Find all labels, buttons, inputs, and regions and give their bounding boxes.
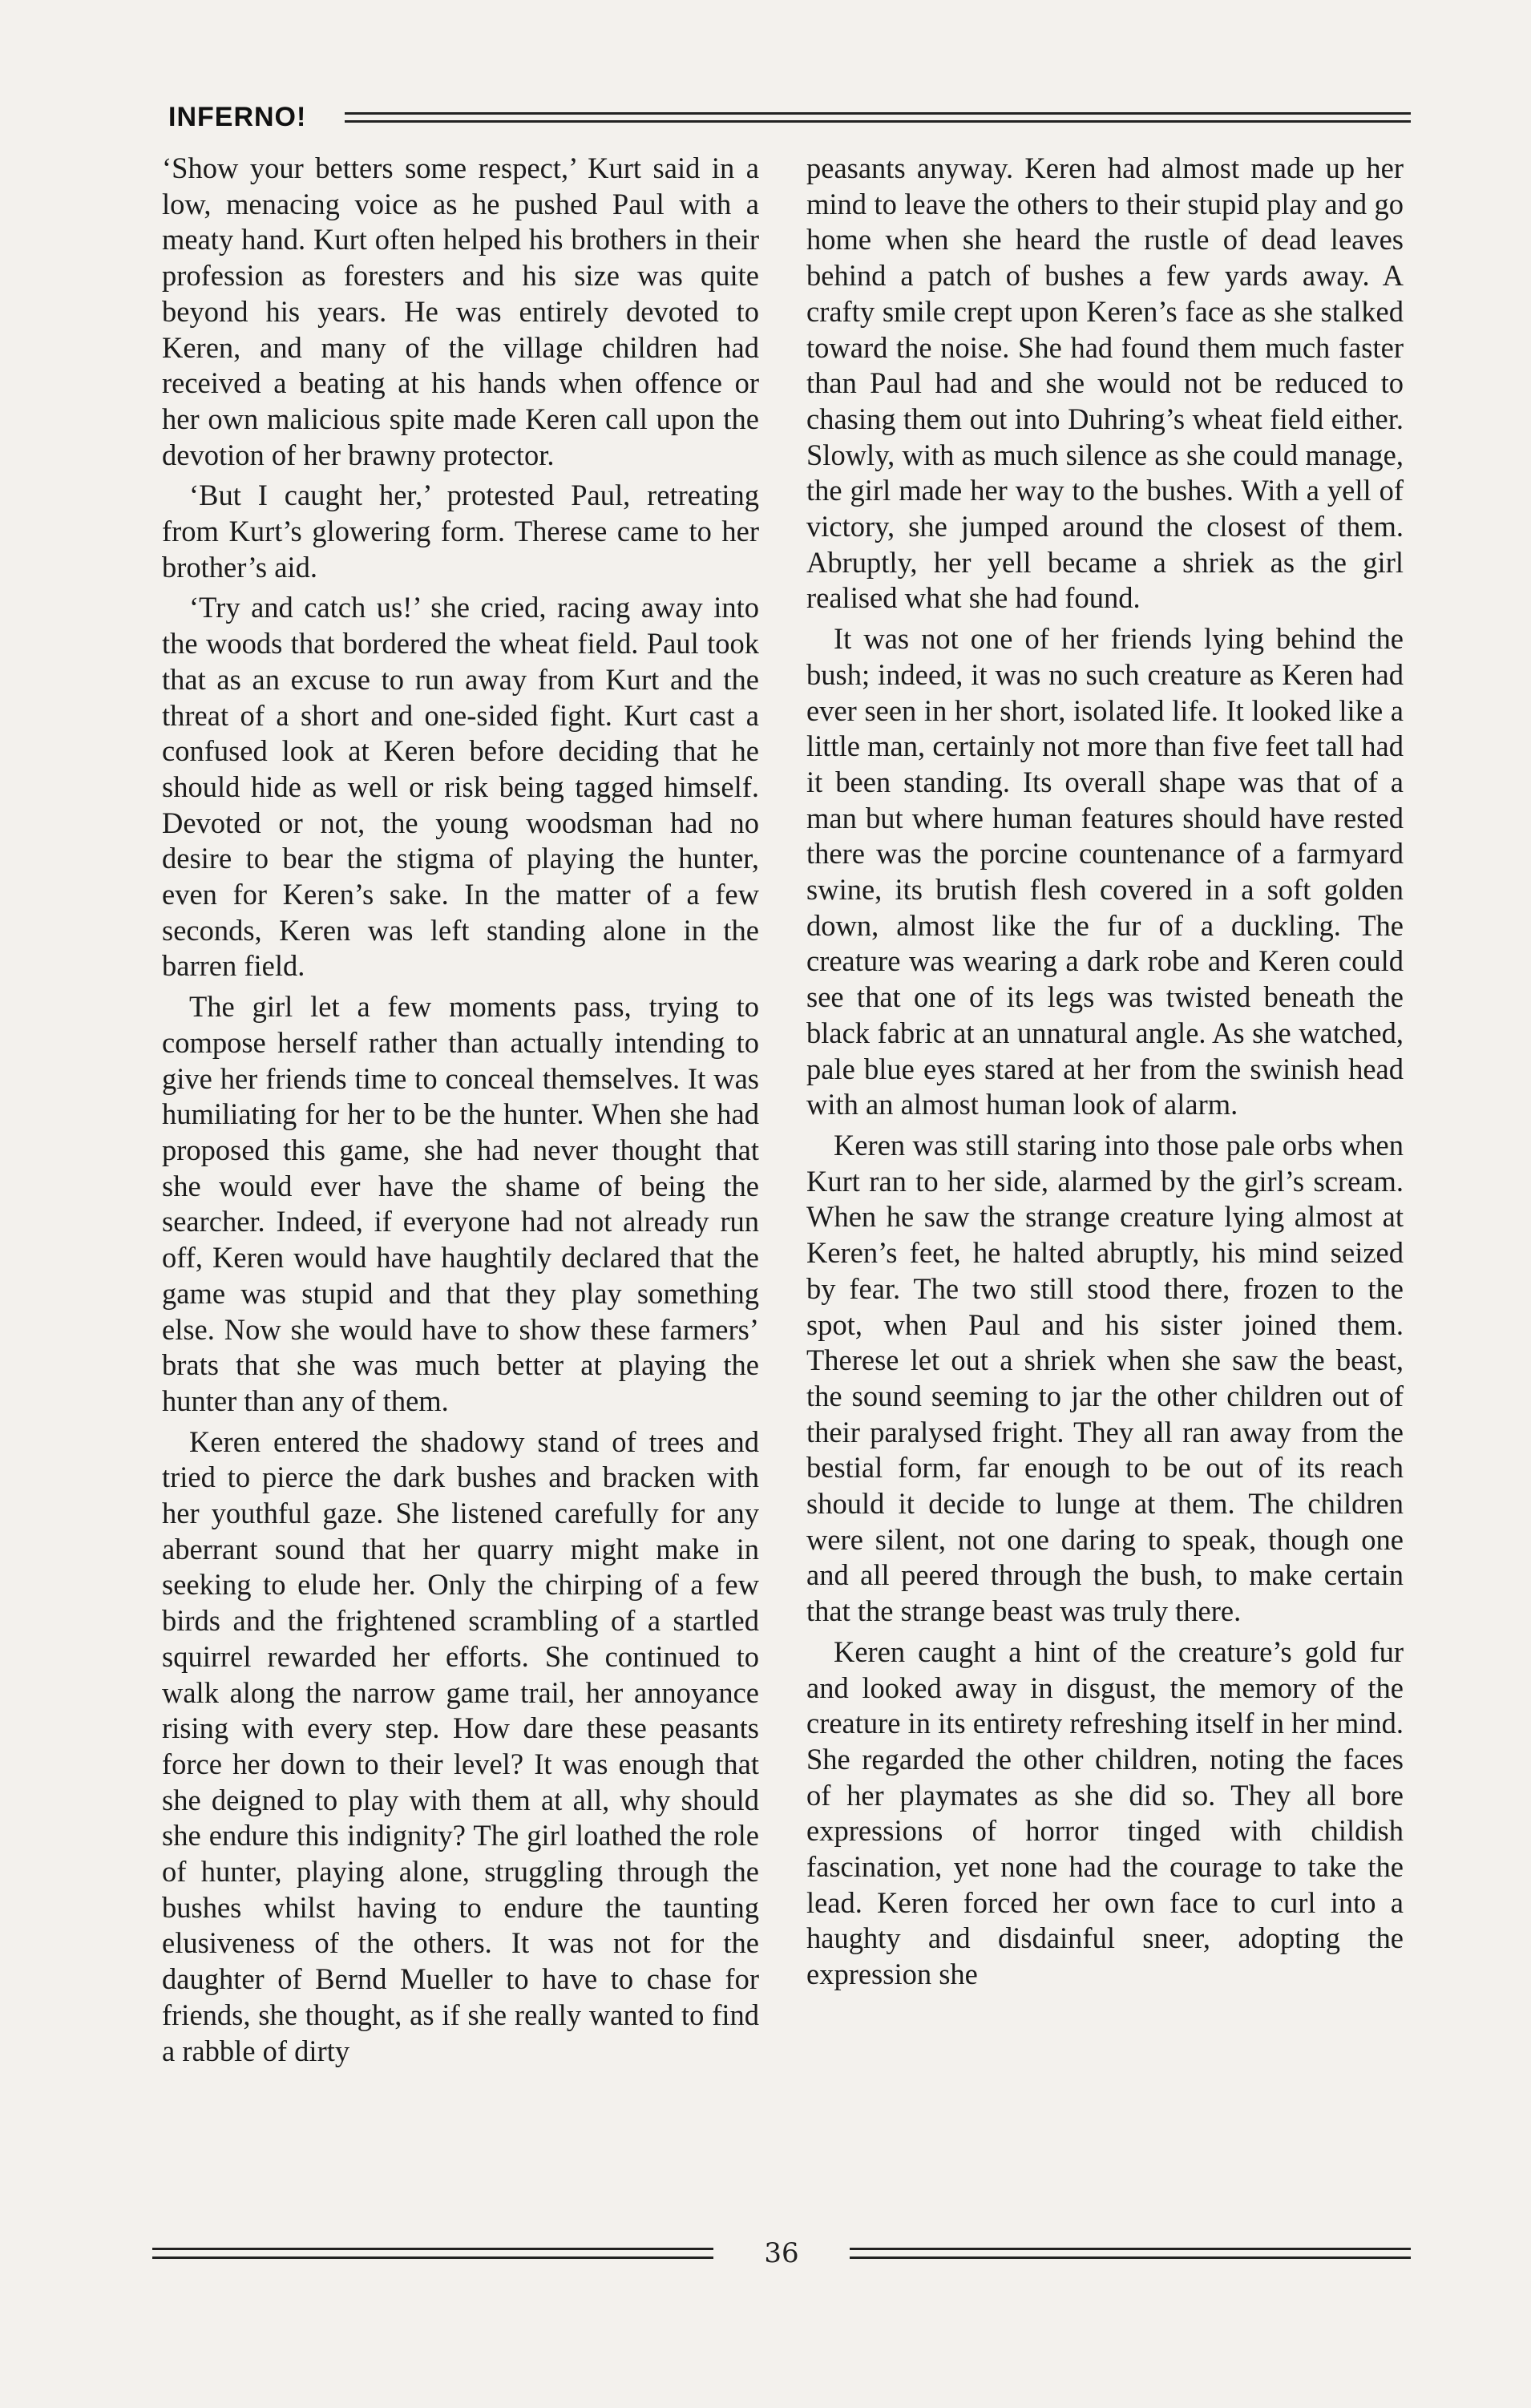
paragraph: Keren was still staring into those pale orbs when Kurt ran to her side, alarmed by the girl’s scream. When he saw the strange creature lying almost at Keren’s feet, he halted abruptly, his mind seized by fear. The two still stood there, frozen to the spot, when Paul and his sister joined them. Therese let out a shriek when she saw the beast, the sound seeming to jar the other children out of their paralysed fright. They all ran away from the bestial form, far enough to be out of its reach should it decide to lunge at them. The children were silent, not one daring to speak, though one and all peered through the bush, to make certain that the strange beast was truly there.: [806, 1128, 1404, 1628]
paragraph: Keren caught a hint of the creature’s gold fur and looked away in disgust, the memory of the creature in its entirety refreshing itself in her mind. She regarded the other children, noting the faces of her playmates as she did so. They all bore expressions of horror tinged with childish fascination, yet none had the courage to take the lead. Keren forced her own face to curl into a haughty and disdainful sneer, adopting the expression she: [806, 1634, 1404, 1991]
right-column: [806, 151, 1404, 1998]
header-double-rule: [345, 112, 1411, 123]
paragraph: ‘Try and catch us!’ she cried, racing away into the woods that bordered the wheat field. Paul took that as an excuse to run away from Kurt and the threat of a short and one-sided fight. Kurt cast a confused look at Keren before deciding that he should hide as well or risk being tagged himself. Devoted or not, the young woodsman had no desire to bear the stigma of playing the hunter, even for Keren’s sake. In the matter of a few seconds, Keren was left standing alone in the barren field.: [162, 591, 759, 983]
paragraph: ‘Show your betters some respect,’ Kurt said in a low, menacing voice as he pushed Paul with a meaty hand. Kurt often helped his brothers in their profession as foresters and his size was quite beyond his years. He was entirely devoted to Keren, and many of the village children had received a beating at his hands when offence or her own malicious spite made Keren call upon the devotion of her brawny protector.: [162, 152, 759, 471]
page-footer: [152, 2232, 1411, 2277]
paragraph: The girl let a few moments pass, trying to compose herself rather than actually intending to give her friends time to conceal themselves. It was humiliating for her to be the hunter. When she had proposed this game, she had never thought that she would ever have the shame of being the searcher. Indeed, if everyone had not already run off, Keren would have haughtily declared that the game was stupid and that they play something else. Now she would have to show these farmers’ brats that she was much better at playing the hunter than any of them.: [162, 990, 759, 1417]
left-column: [162, 151, 759, 2074]
running-header: [168, 95, 1411, 139]
paragraph: ‘But I caught her,’ protested Paul, retreating from Kurt’s glowering form. Therese came to her brother’s aid.: [162, 479, 759, 584]
header-title: INFERNO!: [168, 102, 307, 132]
paragraph: peasants anyway. Keren had almost made up her mind to leave the others to their stupid play and go home when she heard the rustle of dead leaves behind a patch of bushes a few yards away. A crafty smile crept upon Keren’s face as she stalked toward the noise. She had found them much faster than Paul had and she would not be reduced to chasing them out into Duhring’s wheat field either. Slowly, with as much silence as she could manage, the girl made her way to the bushes. With a yell of victory, she jumped around the closest of them. Abruptly, her yell became a shriek as the girl realised what she had found.: [806, 152, 1404, 615]
paragraph: It was not one of her friends lying behind the bush; indeed, it was no such creature as Keren had ever seen in her short, isolated life. It looked like a little man, certainly not more than five feet tall had it been standing. Its overall shape was that of a man but where human features should have rested there was the porcine countenance of a farmyard swine, its brutish flesh covered in a soft golden down, almost like the fur of a duckling. The creature was wearing a dark robe and Keren could see that one of its legs was twisted beneath the black fabric at an unnatural angle. As she watched, pale blue eyes stared at her from the swinish head with an almost human look of alarm.: [806, 622, 1404, 1121]
paragraph: Keren entered the shadowy stand of trees and tried to pierce the dark bushes and bracken with her youthful gaze. She listened carefully for any aberrant sound that her quarry might make in seeking to elude her. Only the chirping of a few birds and the frightened scrambling of a startled squirrel rewarded her efforts. She continued to walk along the narrow game trail, her annoyance rising with every step. How dare these peasants force her down to their level? It was enough that she deigned to play with them at all, why should she endure this indignity? The girl loathed the role of hunter, playing alone, struggling through the bushes whilst having to endure the taunting elusiveness of the others. It was not for the daughter of Bernd Mueller to have to chase for friends, she thought, as if she really wanted to find a rabble of dirty: [162, 1424, 759, 2067]
footer-rule-right: [850, 2248, 1411, 2259]
page-number: 36: [764, 2237, 799, 2269]
